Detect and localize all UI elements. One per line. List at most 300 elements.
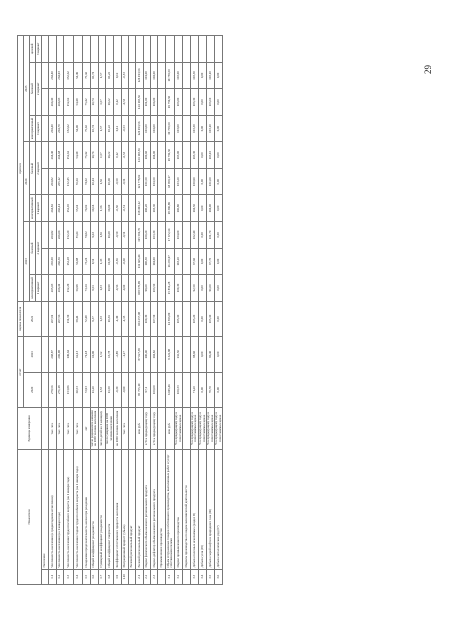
value-cell <box>207 36 215 63</box>
row-unit <box>158 407 165 449</box>
value-cell <box>158 337 165 372</box>
value-cell: 10,34 <box>106 301 114 336</box>
table-row <box>106 36 114 585</box>
header-variant-num: 1 вариант <box>36 195 42 222</box>
value-cell: 104,00 <box>151 115 158 142</box>
value-cell: 264,82 <box>49 168 56 195</box>
value-cell <box>128 195 135 222</box>
value-cell: 104,00 <box>151 248 158 275</box>
value-cell: 0,00 <box>215 62 223 89</box>
value-cell <box>158 36 165 63</box>
value-cell: 264,82 <box>49 195 56 222</box>
value-cell: -0,50 <box>114 195 121 222</box>
value-cell: 118 493,12 <box>136 195 143 222</box>
value-cell <box>128 372 135 407</box>
table-row <box>98 36 105 585</box>
row-indicator: Численность населения старше трудоспособного возраста (на 1 января года) <box>73 449 83 569</box>
header-variant: консервативный <box>30 195 36 222</box>
value-cell: 101,00 <box>143 62 150 89</box>
value-cell <box>128 301 135 336</box>
value-cell: 265,12 <box>56 168 63 195</box>
value-cell: 1,33 <box>98 275 105 302</box>
value-cell: 152,62 <box>64 115 74 142</box>
value-cell: 19 759,50 <box>165 89 175 116</box>
value-cell: 91,00 <box>207 275 215 302</box>
value-cell: 74,02 <box>83 168 90 195</box>
value-cell <box>158 372 165 407</box>
value-cell: 264,40 <box>49 142 56 169</box>
value-cell: 267,01 <box>49 301 56 336</box>
value-cell: 264,93 <box>56 89 63 116</box>
row-unit <box>42 407 49 449</box>
value-cell: 11,50 <box>106 372 114 407</box>
header-variant-num: 2 вариант <box>36 222 42 275</box>
value-cell: 101,00 <box>143 115 150 142</box>
value-cell: 265,00 <box>49 248 56 275</box>
value-cell: -1,49 <box>114 301 121 336</box>
table-header <box>18 36 42 585</box>
value-cell <box>128 142 135 169</box>
value-cell: -0,51 <box>121 195 128 222</box>
value-cell: 0,00 <box>215 337 223 372</box>
value-cell: -0,51 <box>121 222 128 249</box>
value-cell <box>42 372 49 407</box>
value-cell <box>183 275 190 302</box>
value-cell: 104,00 <box>151 89 158 116</box>
value-cell: 0,00 <box>198 142 206 169</box>
value-cell: 0,00 <box>215 275 223 302</box>
value-cell: -0,53 <box>121 62 128 89</box>
value-cell <box>42 168 49 195</box>
value-cell: 100,00 <box>151 372 158 407</box>
row-unit: в % к предыдущему году <box>151 407 158 449</box>
row-indicator: Валовой региональный продукт <box>128 449 135 569</box>
value-cell: -0,56 <box>114 248 121 275</box>
header-variant-num: 2 вариант <box>36 62 42 115</box>
value-cell <box>183 89 190 116</box>
header-year: 2023 <box>24 222 30 302</box>
value-cell: 100,30 <box>175 275 183 302</box>
value-cell <box>183 195 190 222</box>
value-cell: 15 851,28 <box>165 275 175 302</box>
value-cell: 100,30 <box>143 248 150 275</box>
row-unit: лет <box>83 407 90 449</box>
row-number: 1.9 <box>114 569 121 584</box>
row-indicator: Общий коэффициент рождаемости <box>90 449 98 569</box>
value-cell: 100,90 <box>190 168 198 195</box>
row-indicator: Объем отгруженных товаров собственного производства, выполненных работ и услуг собственными силами <box>165 449 175 569</box>
row-number: 3.4 <box>198 569 206 584</box>
value-cell: 0,00 <box>215 115 223 142</box>
value-cell <box>90 36 98 63</box>
value-cell: 102,40 <box>190 222 198 249</box>
value-cell: 54,49 <box>73 89 83 116</box>
row-unit: число умерших на 1000 человек населения <box>106 407 114 449</box>
value-cell: 13,78 <box>106 337 114 372</box>
table-row <box>190 36 198 585</box>
table-row <box>114 36 121 585</box>
value-cell: 103,00 <box>175 89 183 116</box>
table-row <box>128 36 135 585</box>
value-cell: 103,10 <box>207 142 215 169</box>
value-cell <box>128 168 135 195</box>
value-cell: 71,20 <box>190 372 198 407</box>
table-row <box>64 36 74 585</box>
value-cell: 1,56 <box>98 195 105 222</box>
row-number: 1.3 <box>64 569 74 584</box>
value-cell <box>42 36 49 63</box>
value-cell <box>158 222 165 249</box>
value-cell: 103,30 <box>190 62 198 89</box>
value-cell: -1,27 <box>121 337 128 372</box>
value-cell: 101,70 <box>207 222 215 249</box>
value-cell: 103,30 <box>151 222 158 249</box>
row-indicator: Численность населения (на 1 января года) <box>56 449 63 569</box>
value-cell: 10,69 <box>106 195 114 222</box>
value-cell: 55,61 <box>73 168 83 195</box>
value-cell: 71,18 <box>83 337 90 372</box>
header-report: отчет <box>18 337 24 408</box>
header-variant-num: 1 вариант <box>36 275 42 302</box>
row-unit: % к предыдущему году в сопоставимых ценах <box>190 407 198 449</box>
row-indicator: Суммарный коэффициент рождаемости <box>98 449 105 569</box>
table-row <box>165 36 175 585</box>
value-cell: 152,62 <box>64 89 74 116</box>
value-cell <box>158 115 165 142</box>
value-cell: 103,20 <box>175 248 183 275</box>
value-cell: 1,57 <box>98 142 105 169</box>
table-row <box>49 36 56 585</box>
value-cell: 0,00 <box>215 168 223 195</box>
value-cell: -0,60 <box>121 248 128 275</box>
value-cell <box>158 142 165 169</box>
row-indicator: Добыча угля (05) <box>198 449 206 569</box>
value-cell: 0,00 <box>215 195 223 222</box>
value-cell: -1,15 <box>121 301 128 336</box>
value-cell: 9 322,88 <box>165 337 175 372</box>
table-row <box>215 36 223 585</box>
row-number <box>42 569 49 584</box>
value-cell: 75,42 <box>83 115 90 142</box>
value-cell: 152,29 <box>64 275 74 302</box>
value-cell <box>42 337 49 372</box>
value-cell: 0,00 <box>198 372 206 407</box>
value-cell: 10,14 <box>90 195 98 222</box>
value-cell <box>183 36 190 63</box>
value-cell: 103,10 <box>207 115 215 142</box>
value-cell: 0,00 <box>198 195 206 222</box>
value-cell: 103,30 <box>151 195 158 222</box>
value-cell: 103,00 <box>175 142 183 169</box>
value-cell: 104,50 <box>151 168 158 195</box>
row-unit: в % к предыдущему году <box>143 407 150 449</box>
value-cell: 1,56 <box>98 222 105 249</box>
value-cell: 74,02 <box>83 195 90 222</box>
value-cell: 264,40 <box>49 62 56 89</box>
row-indicator: Численность населения (в среднегодовом исчислении) <box>49 449 56 569</box>
value-cell: 72,49 <box>83 301 90 336</box>
header-year: 2024 <box>24 142 30 222</box>
value-cell: 0,00 <box>198 62 206 89</box>
row-number: 1.4 <box>73 569 83 584</box>
row-number: 3.6 <box>215 569 223 584</box>
value-cell: 0,00 <box>215 89 223 116</box>
value-cell: 19 759,50 <box>165 62 175 89</box>
value-cell: 101,50 <box>143 168 150 195</box>
value-cell: 9,51 <box>90 248 98 275</box>
row-indicator: Добыча полезных ископаемых (раздел B) <box>190 449 198 569</box>
row-unit: на 1000 человек населения <box>114 407 121 449</box>
value-cell: 58,41 <box>73 301 83 336</box>
value-cell: 1,57 <box>98 62 105 89</box>
value-cell: 10,74 <box>90 62 98 89</box>
header-variant: базовый <box>30 142 36 195</box>
value-cell <box>98 36 105 63</box>
value-cell <box>175 36 183 63</box>
value-cell: 0,12 <box>114 62 121 89</box>
value-cell <box>198 36 206 63</box>
value-cell: 0,00 <box>215 248 223 275</box>
value-cell: 103,30 <box>190 115 198 142</box>
value-cell: 10,74 <box>90 142 98 169</box>
value-cell: 152,62 <box>64 62 74 89</box>
value-cell: 107,59 <box>151 301 158 336</box>
header-variant: базовый <box>30 62 36 115</box>
value-cell: 74,02 <box>83 222 90 249</box>
value-cell: 1,56 <box>98 168 105 195</box>
value-cell: 264,40 <box>49 115 56 142</box>
value-cell <box>215 36 223 63</box>
table-row <box>158 36 165 585</box>
row-indicator: Индекс физического объема валового регионального продукта <box>143 449 150 569</box>
value-cell: 55,61 <box>73 222 83 249</box>
row-number: 3.1 <box>165 569 175 584</box>
row-number: 3.5 <box>207 569 215 584</box>
value-cell: 105,20 <box>190 301 198 336</box>
table-row <box>42 36 49 585</box>
value-cell: 151,59 <box>64 301 74 336</box>
value-cell: 105,10 <box>175 301 183 336</box>
row-number: 2.1 <box>136 569 143 584</box>
value-cell: 266,04 <box>56 222 63 249</box>
value-cell: 73,24 <box>83 275 90 302</box>
header-variant-num: 2 вариант <box>36 142 42 195</box>
value-cell: 103,30 <box>190 89 198 116</box>
value-cell <box>183 62 190 89</box>
value-cell <box>128 36 135 63</box>
value-cell: -0,56 <box>114 275 121 302</box>
header-year: 2020 <box>24 372 42 407</box>
forecast-table <box>17 35 223 585</box>
value-cell: 104,00 <box>175 222 183 249</box>
value-cell: -0,51 <box>121 168 128 195</box>
value-cell <box>158 62 165 89</box>
value-cell: 264,82 <box>49 222 56 249</box>
value-cell: 97,1 <box>143 372 150 407</box>
value-cell: 279,56 <box>49 372 56 407</box>
value-cell: 153,86 <box>64 372 74 407</box>
header-variant-num: 1 вариант <box>36 115 42 142</box>
value-cell: 103,10 <box>207 62 215 89</box>
row-unit: тыс. чел. <box>64 407 74 449</box>
value-cell: 0,00 <box>215 222 223 249</box>
value-cell: -0,50 <box>114 168 121 195</box>
value-cell: 9,63 <box>90 222 98 249</box>
value-cell: 56,98 <box>73 248 83 275</box>
value-cell <box>128 222 135 249</box>
value-cell: 6 695,46 <box>165 372 175 407</box>
value-cell: 0,00 <box>215 301 223 336</box>
value-cell: 96,40 <box>207 337 215 372</box>
value-cell <box>183 168 190 195</box>
value-cell: 18 396,89 <box>165 195 175 222</box>
row-unit: млн руб. <box>136 407 143 449</box>
value-cell: 1,52 <box>98 337 105 372</box>
value-cell: 103,10 <box>207 89 215 116</box>
table-row <box>175 36 183 585</box>
value-cell: 104,00 <box>207 195 215 222</box>
value-cell: -0,90 <box>121 372 128 407</box>
value-cell: 104 257,08 <box>136 301 143 336</box>
value-cell <box>121 36 128 63</box>
header-variant-num: 3 вариант <box>36 36 42 63</box>
value-cell <box>42 275 49 302</box>
value-cell <box>42 62 49 89</box>
value-cell: 1,53 <box>98 372 105 407</box>
value-cell: 0,00 <box>198 248 206 275</box>
value-cell: 104,50 <box>190 195 198 222</box>
value-cell: 124 193,56 <box>136 62 143 89</box>
row-number <box>128 569 135 584</box>
value-cell: 1,57 <box>98 89 105 116</box>
value-cell: 100,30 <box>143 301 150 336</box>
value-cell <box>183 337 190 372</box>
header-unit: Единица измерения <box>18 407 42 449</box>
value-cell <box>128 62 135 89</box>
value-cell: 99,60 <box>143 275 150 302</box>
value-cell: 10,22 <box>106 62 114 89</box>
row-number: 1.7 <box>98 569 105 584</box>
header-estimate: оценка показателя <box>18 301 24 336</box>
row-number: 3.2 <box>175 569 183 584</box>
value-cell <box>128 89 135 116</box>
row-unit: число детей на 1 женщину <box>98 407 105 449</box>
value-cell: 55,61 <box>73 195 83 222</box>
value-cell: -0,53 <box>121 89 128 116</box>
value-cell: 9,51 <box>90 275 98 302</box>
value-cell: 10,22 <box>106 115 114 142</box>
value-cell: 0,00 <box>215 142 223 169</box>
header-indicator: Показатели <box>18 449 42 584</box>
value-cell: 98,60 <box>190 337 198 372</box>
row-indicator: Валовой региональный продукт <box>136 449 143 569</box>
value-cell: 149,64 <box>64 337 74 372</box>
value-cell <box>83 36 90 63</box>
header-forecast: прогноз <box>18 36 24 302</box>
value-cell: 103,30 <box>190 142 198 169</box>
row-indicator: Коэффициент естественного прироста населения <box>114 449 121 569</box>
value-cell: 264,93 <box>56 62 63 89</box>
row-indicator: Ожидаемая продолжительность жизни при рождении <box>83 449 90 569</box>
value-cell: 115 591,76 <box>136 222 143 249</box>
header-variant: базовый <box>30 222 36 275</box>
value-cell: 0,00 <box>198 168 206 195</box>
row-number: 2.3 <box>151 569 158 584</box>
value-cell: -0,30 <box>114 372 121 407</box>
row-indicator: Население <box>42 449 49 569</box>
value-cell: 1,33 <box>98 248 105 275</box>
row-number: 1.6 <box>90 569 98 584</box>
value-cell: 14 593,09 <box>165 301 175 336</box>
row-number: 1.2 <box>56 569 63 584</box>
value-cell: 101,00 <box>207 168 215 195</box>
value-cell: 0,12 <box>114 89 121 116</box>
table-body <box>42 36 223 585</box>
header-variant: консервативный <box>30 115 36 142</box>
value-cell: 10,22 <box>106 89 114 116</box>
value-cell <box>42 89 49 116</box>
value-cell: 73,24 <box>83 248 90 275</box>
value-cell: 0,00 <box>198 222 206 249</box>
value-cell: 10,74 <box>90 89 98 116</box>
row-unit: млн руб. <box>165 407 175 449</box>
value-cell: 152,20 <box>64 222 74 249</box>
value-cell <box>158 168 165 195</box>
value-cell <box>183 248 190 275</box>
value-cell: 121 778,92 <box>136 168 143 195</box>
value-cell: 100,20 <box>143 222 150 249</box>
value-cell <box>165 36 175 63</box>
value-cell: 11,20 <box>90 372 98 407</box>
row-number <box>158 569 165 584</box>
value-cell: 10,74 <box>90 115 98 142</box>
value-cell: 271,18 <box>56 372 63 407</box>
row-indicator: Индексы производства по видам экономической деятельности <box>183 449 190 569</box>
value-cell: 54,49 <box>73 115 83 142</box>
value-cell <box>128 115 135 142</box>
table-row <box>90 36 98 585</box>
value-cell <box>136 36 143 63</box>
value-cell: 104,82 <box>151 337 158 372</box>
header-variant: консервативный <box>30 275 36 302</box>
value-cell: 54,49 <box>73 142 83 169</box>
row-indicator: Добыча металлических руд (07) <box>215 449 223 569</box>
table-row <box>207 36 215 585</box>
value-cell <box>42 142 49 169</box>
value-cell: 103,50 <box>151 275 158 302</box>
value-cell: 75,42 <box>83 142 90 169</box>
header-year: 2021 <box>24 337 42 372</box>
value-cell: 62,13 <box>73 337 83 372</box>
row-unit: тыс. чел. <box>49 407 56 449</box>
value-cell: 16 235,97 <box>165 248 175 275</box>
value-cell: 10,90 <box>106 275 114 302</box>
row-number: 1.5 <box>83 569 90 584</box>
value-cell: 54,49 <box>73 62 83 89</box>
value-cell: 267,56 <box>56 301 63 336</box>
row-unit: % к предыдущему году в сопоставимых ценах <box>215 407 223 449</box>
row-indicator: Миграционный прирост (убыль) <box>121 449 128 569</box>
value-cell <box>183 222 190 249</box>
table-row <box>73 36 83 585</box>
value-cell: 100,20 <box>143 195 150 222</box>
value-cell: 10,90 <box>90 337 98 372</box>
value-cell: 124 193,56 <box>136 115 143 142</box>
value-cell <box>42 248 49 275</box>
value-cell: 10,90 <box>106 248 114 275</box>
row-indicator: Индекс-дефлятор объема валового регионального продукта <box>151 449 158 569</box>
page-number: 29 <box>423 65 433 74</box>
